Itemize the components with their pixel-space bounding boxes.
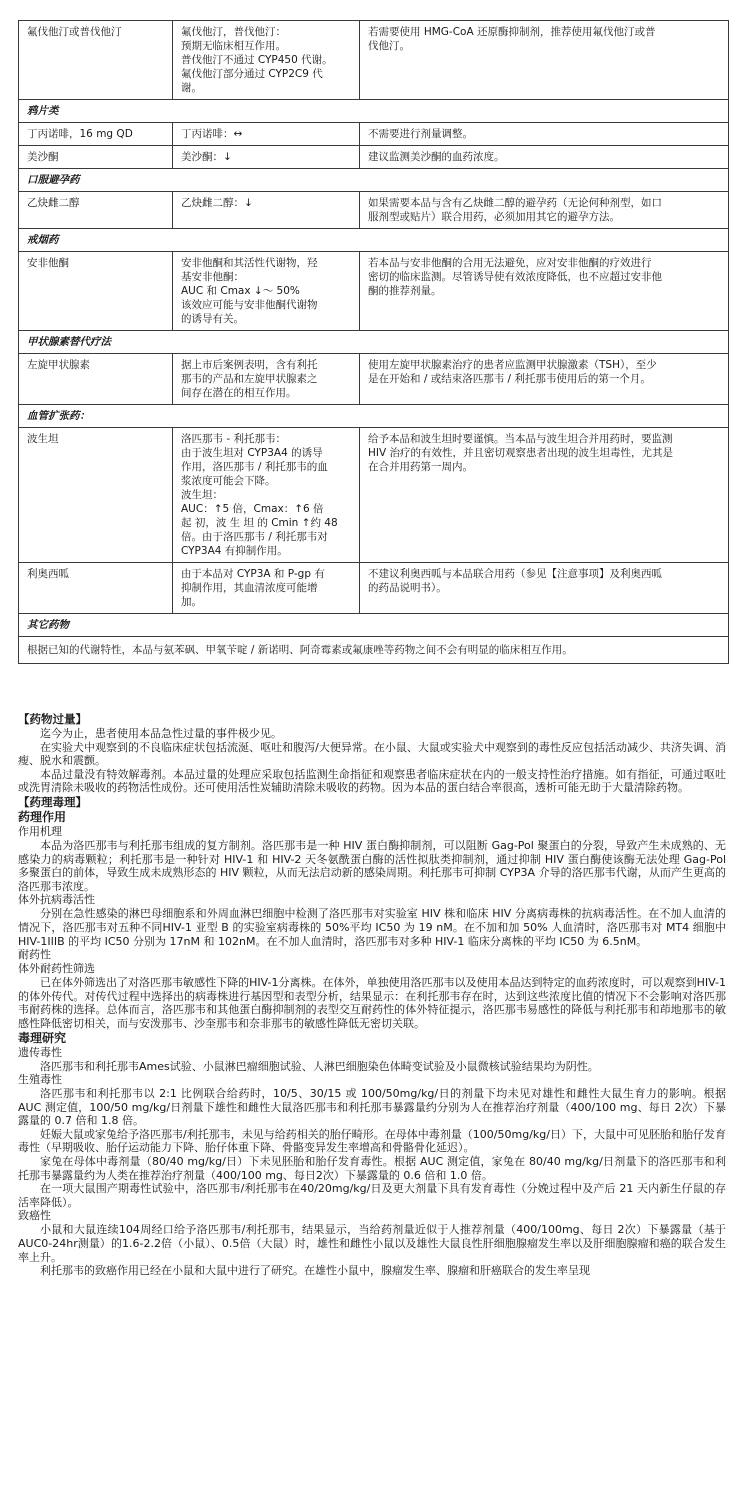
- drug-name-cell: 乙炔雌二醇: [19, 192, 173, 229]
- paragraph: 洛匹那韦和利托那韦Ames试验、小鼠淋巴瘤细胞试验、人淋巴细胞染色体畸变试验及小鼠微核试验结果均为阴性。: [40, 1059, 599, 1073]
- document-body: [18, 712, 726, 1278]
- cell-line: 波生坦：: [181, 489, 223, 501]
- cell-line: 间存在潜在的相互作用。: [181, 387, 297, 399]
- effect-cell: [173, 354, 360, 405]
- paragraph: 本品过量没有特效解毒剂。本品过量的处理应采取包括监测生命指征和观察患者临床症状在内的一般支持性治疗措施。如有指征，可通过呕吐或洗胃清除未吸收的药物活性成份。还可使用活性炭辅助清除未吸收的药物。因为本品的蛋白结合率很高，透析可能无助于大量清除药物。: [18, 767, 726, 795]
- section-heading: 【药理毒理】: [18, 794, 87, 809]
- table-note: 根据已知的代谢特性，本品与氨苯砜、甲氧苄啶 / 新诺明、阿奇霉素或氟康唑等药物之间不会有明显的临床相互作用。: [19, 637, 729, 664]
- cell-line: 普伐他汀不通过 CYP450 代谢。: [181, 54, 333, 66]
- effect-cell: [173, 21, 360, 100]
- paragraph: 妊娠大鼠或家兔给予洛匹那韦/利托那韦，未见与给药相关的胎仔畸形。在母体中毒剂量（100/50mg/kg/日）下，大鼠中可见胚胎和胎仔发育毒性（早期吸收、胎仔运动能力下降、胎仔体重下降、骨骼变异发生率增高和骨骼骨化延迟）。: [18, 1127, 726, 1155]
- paragraph: 洛匹那韦和利托那韦以 2:1 比例联合给药时，10/5、30/15 或 100/50mg/kg/日的剂量下均未见对雄性和雌性大鼠生育力的影响。根据 AUC 测定值，100/50 mg/kg/日剂量下雄性和雌性大鼠洛匹那韦和利托那韦暴露量约分别为人在推荐治疗剂量（400/100 mg、每日 2次）下暴露量的 0.7 倍和 1.8 倍。: [18, 1087, 726, 1128]
- paragraph: 已在体外筛选出了对洛匹那韦敏感性下降的HIV-1分离株。在体外，单独使用洛匹那韦以及使用本品达到特定的血药浓度时，可以观察到HIV-1的体外传代。对传代过程中选择出的病毒株进行基因型和表型分析，结果显示：在利托那韦存在时，达到这些浓度比值的情况下不会影响对洛匹那韦耐药株的选择。总体而言，洛匹那韦和其他蛋白酶抑制剂的表型交互耐药性的体外特征提示，洛匹那韦易感性的降低与利托那韦和茚地那韦的敏感性降低密切相关，而与安泼那韦、沙奎那韦和奈非那韦的敏感性降低无密切关联。: [18, 976, 726, 1030]
- cell-line: HIV 治疗的有效性，并且密切观察患者出现的波生坦毒性，尤其是: [368, 447, 674, 459]
- cell-line: 若需要使用 HMG-CoA 还原酶抑制剂，推荐使用氟伐他汀或普: [368, 26, 656, 38]
- drug-name-cell: 美沙酮: [19, 146, 173, 169]
- cell-line: 那韦的产品和左旋甲状腺素之: [181, 373, 318, 385]
- effect-cell: [173, 192, 360, 229]
- table-row: [19, 252, 729, 331]
- cell-line: 建议监测美沙酮的血药浓度。: [368, 151, 505, 163]
- cell-line: 密切的临床监测。尽管诱导使有效浓度降低，也不应超过安非他: [368, 271, 662, 283]
- paragraph: 迄今为止，患者使用本品急性过量的事件极少见。: [40, 727, 282, 740]
- cell-line: 给予本品和波生坦时要谨慎。当本品与波生坦合并用药时，要监测: [368, 433, 673, 445]
- table-row: [19, 123, 729, 146]
- drug-name-cell: 波生坦: [19, 428, 173, 563]
- drug-interaction-table: [18, 20, 729, 664]
- table-row: [19, 21, 729, 100]
- cell-line: 起 初，波 生 坦 的 Cmin ↑约 48: [181, 517, 338, 529]
- category-row: [19, 169, 729, 192]
- drug-name-cell: 左旋甲状腺素: [19, 354, 173, 405]
- recommendation-cell: [360, 192, 729, 229]
- recommendation-cell: [360, 252, 729, 331]
- effect-cell: [173, 563, 360, 614]
- category-row: [19, 331, 729, 354]
- table-row: [19, 637, 729, 664]
- category-label: 血管扩张药：: [19, 405, 729, 428]
- minor-heading: 生殖毒性: [18, 1073, 62, 1087]
- paragraph: 家兔在母体中毒剂量（80/40 mg/kg/日）下未见胚胎和胎仔发育毒性。根据 AUC 测定值，家兔在 80/40 mg/kg/日剂量下的洛匹那韦和利托那韦暴露量约为人类在推荐治疗剂量（400/100 mg、每日2次）下暴露量的 0.6 倍和 1.0 倍。: [18, 1155, 726, 1182]
- cell-line: AUC：↑5 倍，Cmax：↑6 倍: [181, 503, 324, 515]
- cell-line: 是在开始和 / 或结束洛匹那韦 / 利托那韦使用后的第一个月。: [368, 373, 651, 385]
- cell-line: 氟伐他汀，普伐他汀：: [181, 26, 286, 38]
- cell-line: 该效应可能与安非他酮代谢物: [181, 299, 318, 311]
- minor-heading: 体外耐药性筛选: [18, 962, 95, 976]
- category-row: [19, 229, 729, 252]
- section-heading: 【药物过量】: [18, 712, 87, 726]
- paragraph: 在一项大鼠围产期毒性试验中，洛匹那韦/利托那韦在40/20mg/kg/日及更大剂量下具有发育毒性（分娩过程中及产后 21 天内新生仔鼠的存活率降低）。: [18, 1182, 726, 1209]
- minor-heading: 致癌性: [18, 1209, 51, 1223]
- recommendation-cell: [360, 563, 729, 614]
- cell-line: 由于本品对 CYP3A 和 P-gp 有: [181, 568, 325, 580]
- recommendation-cell: [360, 428, 729, 563]
- minor-heading: 遗传毒性: [18, 1045, 62, 1059]
- table-row: [19, 563, 729, 614]
- cell-line: 安非他酮和其活性代谢物，羟: [181, 257, 318, 269]
- subsection-heading: 药理作用: [18, 809, 67, 824]
- cell-line: 基安非他酮：: [181, 271, 244, 283]
- effect-cell: [173, 123, 360, 146]
- cell-line: 洛匹那韦 - 利托那韦：: [181, 433, 286, 445]
- recommendation-cell: [360, 21, 729, 100]
- minor-heading: 作用机理: [18, 824, 62, 838]
- recommendation-cell: [360, 146, 729, 169]
- cell-line: 的药品说明书）。: [368, 582, 447, 594]
- category-row: [19, 614, 729, 637]
- table-row: [19, 146, 729, 169]
- recommendation-cell: [360, 354, 729, 405]
- recommendation-cell: [360, 123, 729, 146]
- cell-line: 加。: [181, 596, 202, 608]
- category-label: 戒烟药: [19, 229, 729, 252]
- minor-heading: 耐药性: [18, 948, 51, 962]
- cell-line: 酮的推荐剂量。: [368, 285, 442, 297]
- cell-line: 美沙酮：↓: [181, 151, 232, 163]
- cell-line: AUC 和 Cmax ↓～ 50%: [181, 285, 300, 297]
- drug-name-cell: 利奥西呱: [19, 563, 173, 614]
- cell-line: 浆浓度可能会下降。: [181, 475, 276, 487]
- cell-line: 使用左旋甲状腺素治疗的患者应监测甲状腺激素（TSH），至少: [368, 359, 657, 371]
- cell-line: CYP3A4 有抑制作用。: [181, 545, 288, 557]
- cell-line: 氟伐他汀部分通过 CYP2C9 代: [181, 68, 323, 80]
- effect-cell: [173, 428, 360, 563]
- cell-line: 不需要进行剂量调整。: [368, 128, 473, 140]
- drug-name-cell: 丁丙诺啡，16 mg QD: [19, 123, 173, 146]
- cell-line: 谢。: [181, 82, 202, 94]
- table-row: [19, 354, 729, 405]
- cell-line: 伐他汀。: [368, 40, 410, 52]
- cell-line: 服剂型或贴片）联合用药，必须加用其它的避孕方法。: [368, 211, 620, 223]
- category-label: 其它药物: [19, 614, 729, 637]
- category-row: [19, 100, 729, 123]
- paragraph: 在实验犬中观察到的不良临床症状包括流涎、呕吐和腹泻/大便异常。在小鼠、大鼠或实验犬中观察到的毒性反应包括活动减少、共济失调、消瘦、脱水和震颤。: [18, 740, 726, 768]
- minor-heading: 体外抗病毒活性: [18, 893, 95, 907]
- cell-line: 抑制作用，其血清浓度可能增: [181, 582, 318, 594]
- drug-name-cell: 安非他酮: [19, 252, 173, 331]
- cell-line: 乙炔雌二醇：↓: [181, 197, 253, 209]
- category-row: [19, 405, 729, 428]
- cell-line: 在合并用药第一周内。: [368, 461, 473, 473]
- cell-line: 不建议利奥西呱与本品联合用药（参见【注意事项】及利奥西呱: [368, 568, 662, 580]
- cell-line: 预期无临床相互作用。: [181, 40, 286, 52]
- paragraph: 本品为洛匹那韦与利托那韦组成的复方制剂。洛匹那韦是一种 HIV 蛋白酶抑制剂，可以阻断 Gag-Pol 聚蛋白的分裂，导致产生未成熟的、无感染力的病毒颗粒；利托那韦是一种针对 HIV-1 和 HIV-2 天冬氨酰蛋白酶的活性拟肽类抑制剂，通过抑制 HIV 蛋白酶使该酶无法处理 Gag-Pol 多聚蛋白的前体，导致生成未成熟形态的 HIV 颗粒，从而无法启动新的感染周期。利托那韦可抑制 CYP3A 介导的洛匹那韦代谢，从而产生更高的洛匹那韦浓度。: [18, 838, 726, 893]
- cell-line: 倍。由于洛匹那韦 / 利托那韦对: [181, 531, 328, 543]
- cell-line: 若本品与安非他酮的合用无法避免，应对安非他酮的疗效进行: [368, 257, 652, 269]
- paragraph: 分别在急性感染的淋巴母细胞系和外周血淋巴细胞中检测了洛匹那韦对实验室 HIV 株和临床 HIV 分离病毒株的抗病毒活性。在不加人血清的情况下，洛匹那韦对五种不同HIV-1 亚型 B 的实验室病毒株的 50%平均 IC50 为 19 nM。在不加和加 50% 人血清时，洛匹那韦对 MT4 细胞中 HIV-1IIIB 的平均 IC50 分别为 17nM 和 102nM。在不加人血清时，洛匹那韦对多种 HIV-1 临床分离株的平均 IC50 为 6.5nM。: [18, 907, 726, 948]
- paragraph: 利托那韦的致癌作用已经在小鼠和大鼠中进行了研究。在雄性小鼠中，腺瘤发生率、腺瘤和肝癌联合的发生率呈现: [40, 1264, 590, 1278]
- cell-line: 作用，洛匹那韦 / 利托那韦的血: [181, 461, 328, 473]
- category-label: 口服避孕药: [19, 169, 729, 192]
- effect-cell: [173, 252, 360, 331]
- cell-line: 由于波生坦对 CYP3A4 的诱导: [181, 447, 323, 459]
- category-label: 鸦片类: [19, 100, 729, 123]
- cell-line: 如果需要本品与含有乙炔雌二醇的避孕药（无论何种剂型，如口: [368, 197, 662, 209]
- category-label: 甲状腺素替代疗法: [19, 331, 729, 354]
- cell-line: 的诱导有关。: [181, 313, 244, 325]
- table-row: [19, 192, 729, 229]
- effect-cell: [173, 146, 360, 169]
- cell-line: 丁丙诺啡：↔: [181, 128, 243, 140]
- cell-line: 据上市后案例表明，含有利托: [181, 359, 318, 371]
- paragraph: 小鼠和大鼠连续104周经口给予洛匹那韦/利托那韦，结果显示，当给药剂量近似于人推荐剂量（400/100mg、每日 2次）下暴露量（基于AUC0-24hr测量）的1.6-2.2倍（小鼠）、0.5倍（大鼠）时，雄性和雌性小鼠以及雄性大鼠良性肝细胞腺瘤发生率以及肝细胞腺瘤和癌的联合发生率上升。: [18, 1223, 726, 1264]
- drug-name-cell: 氟伐他汀或普伐他汀: [19, 21, 173, 100]
- table-row: [19, 428, 729, 563]
- subsection-heading: 毒理研究: [18, 1030, 67, 1045]
